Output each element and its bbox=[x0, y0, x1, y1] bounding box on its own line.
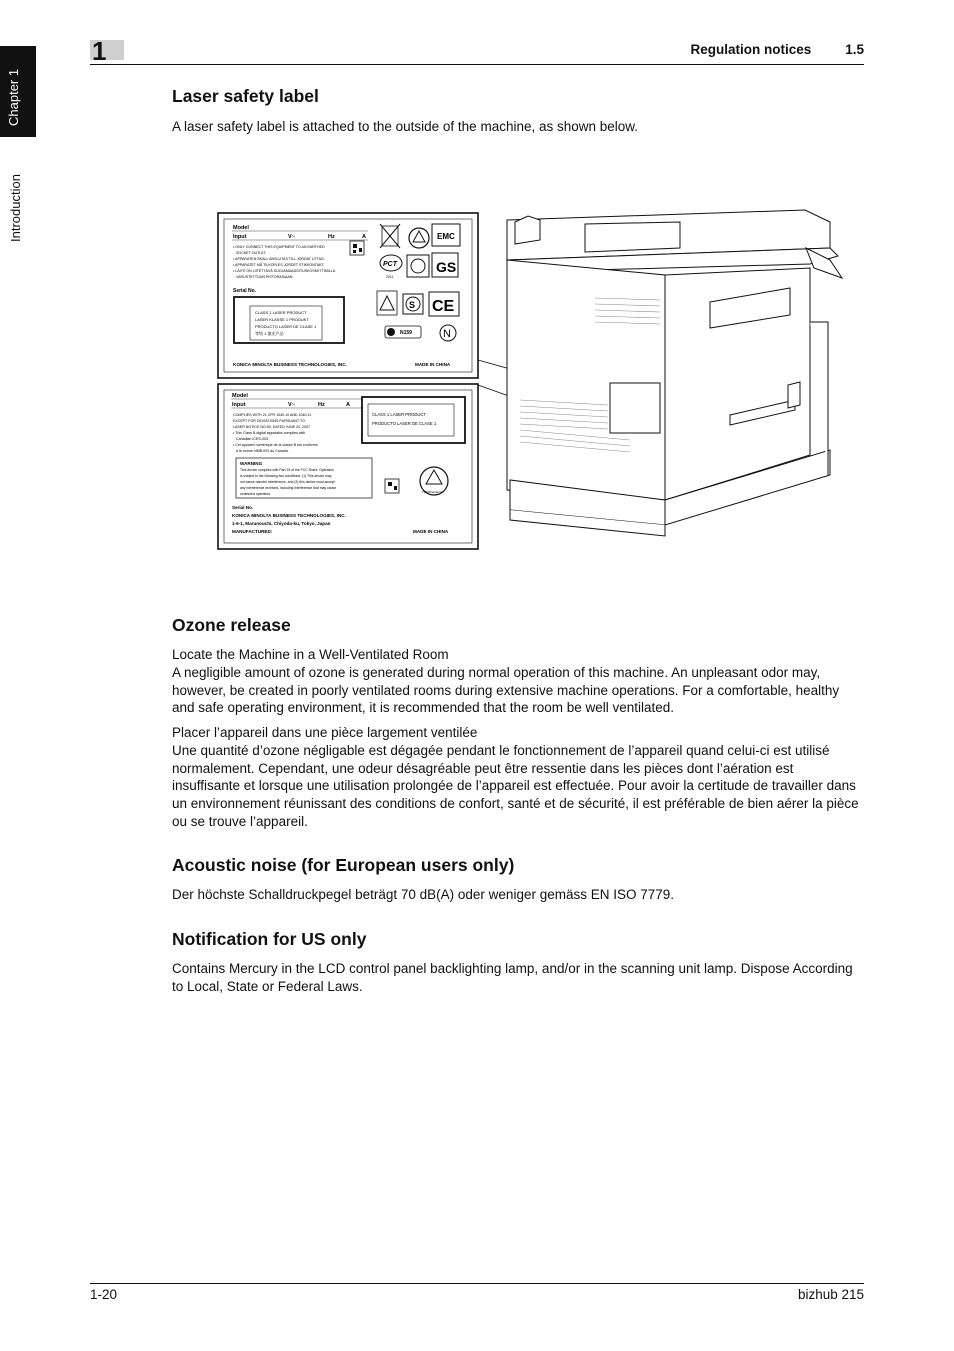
running-header bbox=[690, 42, 864, 57]
top-label-model: Model bbox=[233, 225, 249, 231]
top-label-input: Input bbox=[233, 234, 247, 240]
bottom-label-address: 1-6-1, Marunouchi, Chiyoda-ku, Tokyo, Japan bbox=[232, 521, 331, 526]
svg-text:PCT: PCT bbox=[383, 261, 397, 268]
svg-text:PRODUCTO LASER DE CLASE 1: PRODUCTO LASER DE CLASE 1 bbox=[372, 421, 437, 426]
section-number: 1.5 bbox=[845, 42, 864, 57]
svg-text:SOCKET OUTLET.: SOCKET OUTLET. bbox=[236, 251, 267, 255]
top-label-amps: A bbox=[362, 234, 366, 240]
top-label-panel bbox=[218, 213, 478, 378]
product-name: bizhub 215 bbox=[797, 1287, 864, 1302]
header-rule bbox=[90, 64, 864, 65]
heading-us-notification: Notification for US only bbox=[172, 929, 367, 949]
footer-rule bbox=[90, 1283, 864, 1284]
svg-text:EMC: EMC bbox=[437, 232, 455, 241]
page-number: 1-20 bbox=[90, 1287, 118, 1302]
top-label-made-in: MADE IN CHINA bbox=[415, 362, 451, 367]
svg-text:TÜVRheinland: TÜVRheinland bbox=[422, 490, 442, 494]
svg-text:COMPLIES WITH 21 CFR 1040.10 A: COMPLIES WITH 21 CFR 1040.10 AND 1040.11 bbox=[233, 413, 312, 417]
machine-and-labels-illustration bbox=[210, 200, 850, 560]
printer-machine-drawing bbox=[507, 210, 842, 536]
chapter-tab bbox=[0, 46, 36, 137]
ozone-fr-title: Placer l’appareil dans une pièce largement ventilée bbox=[172, 725, 478, 740]
svg-text:• APPARATEN SKALL ANSLUTAS TIL: • APPARATEN SKALL ANSLUTAS TILL JORDAT UTTAG. bbox=[233, 257, 325, 261]
bottom-label-serial: Serial No. bbox=[232, 505, 254, 510]
bottom-label-made-in: MADE IN CHINA bbox=[413, 529, 449, 534]
svg-text:LASER NOTICE NO.50, DATED JUNE: LASER NOTICE NO.50, DATED JUNE 24, 2007 bbox=[233, 425, 311, 429]
heading-laser-safety: Laser safety label bbox=[172, 86, 319, 106]
heading-acoustic-noise: Acoustic noise (for European users only) bbox=[172, 855, 515, 875]
svg-text:CE: CE bbox=[432, 298, 455, 315]
bottom-label-panel bbox=[218, 384, 478, 549]
acoustic-noise-text: Der höchste Schalldruckpegel beträgt 70 dB(A) oder weniger gemäss EN ISO 7779. bbox=[172, 887, 675, 902]
us-notification-text: Contains Mercury in the LCD control panel backlighting lamp, and/or in the scanning unit lamp. Dispose According to Local, State or Federal Laws. bbox=[172, 961, 853, 994]
bottom-label-model: Model bbox=[232, 393, 248, 399]
svg-text:This device complies with Part: This device complies with Part 15 of the FCC Rules. Operation bbox=[240, 468, 335, 472]
svg-text:LASER KLASSE 1 PRODUKT: LASER KLASSE 1 PRODUKT bbox=[255, 317, 309, 322]
svg-text:CLASS 1 LASER PRODUCT: CLASS 1 LASER PRODUCT bbox=[255, 310, 307, 315]
bottom-label-hz: Hz bbox=[318, 402, 325, 408]
svg-text:N159: N159 bbox=[400, 330, 412, 336]
svg-text:VARUSTETTUUN PISTORASIAAN.: VARUSTETTUUN PISTORASIAAN. bbox=[236, 275, 294, 279]
chapter-number: 1 bbox=[92, 36, 107, 66]
svg-text:S: S bbox=[409, 300, 416, 310]
ozone-en-body: A negligible amount of ozone is generated during normal operation of this machine. An unpleasant odor may, however, be created in poorly ventilated rooms during extensive machine operations. For a comfortable, healthy and safe operating environment, it is recommended that the room be well ventilated. bbox=[172, 665, 840, 716]
ozone-en-title: Locate the Machine in a Well-Ventilated Room bbox=[172, 647, 449, 662]
top-label-manufacturer: KONICA MINOLTA BUSINESS TECHNOLOGIES, INC. bbox=[233, 362, 347, 367]
svg-text:N: N bbox=[443, 328, 451, 340]
bottom-label-input: Input bbox=[232, 402, 246, 408]
section-tab-label: Introduction bbox=[8, 174, 23, 242]
svg-text:• APPARATET MÅ TILKOPLES JORDE: • APPARATET MÅ TILKOPLES JORDET STIKKONTAKT. bbox=[233, 263, 325, 267]
svg-text:等级 1 激光产品: 等级 1 激光产品 bbox=[255, 331, 284, 336]
bottom-label-manufactured: MANUFACTURED: bbox=[232, 529, 273, 534]
heading-ozone-release: Ozone release bbox=[172, 615, 291, 635]
svg-text:EXCEPT FOR DEVIATIONS PURSUANT: EXCEPT FOR DEVIATIONS PURSUANT TO bbox=[233, 419, 305, 423]
svg-text:• ONLY CONNECT THIS EQUIPMENT: • ONLY CONNECT THIS EQUIPMENT TO AN EARTHED bbox=[233, 245, 325, 249]
svg-text:is subject to the following tw: is subject to the following two conditions: (1) This device may bbox=[240, 474, 332, 478]
svg-text:Canadian ICES-003.: Canadian ICES-003. bbox=[236, 437, 269, 441]
laser-intro-text: A laser safety label is attached to the outside of the machine, as shown below. bbox=[172, 119, 639, 134]
laser-label-figure bbox=[210, 200, 850, 560]
svg-text:• Cet appareil numérique de la: • Cet appareil numérique de la classe B est conforme bbox=[233, 443, 318, 447]
svg-text:undesired operation.: undesired operation. bbox=[240, 492, 271, 496]
bottom-label-manufacturer: KONICA MINOLTA BUSINESS TECHNOLOGIES, INC. bbox=[232, 513, 346, 518]
top-label-serial: Serial No. bbox=[233, 288, 257, 294]
svg-text:à la norme NMB-003 du Canada.: à la norme NMB-003 du Canada. bbox=[236, 449, 289, 453]
svg-text:• This Class B digital apparat: • This Class B digital apparatus complies with bbox=[233, 431, 306, 435]
section-title: Regulation notices bbox=[690, 42, 812, 57]
svg-text:CLASS 1 LASER PRODUCT: CLASS 1 LASER PRODUCT bbox=[372, 412, 426, 417]
ozone-fr-body: Une quantité d’ozone négligable est dégagée pendant le fonctionnement de l’appareil quand celui-ci est utilisé normalement. Cependant, une odeur désagréable peut être ressentie dans les pièces dont l’aération est insuffisante et lorsque une utilisation prolongée de l’appareil est effectuée. Pour avoir la certitude de travailler dans un environnement réunissant des conditions de confort, santé et de sécurité, il est préférable de bien aérer la pièce ou se trouve l’appareil. bbox=[172, 743, 859, 829]
svg-text:• LAITE ON LIITETTÄVÄ SUOJAMAA: • LAITE ON LIITETTÄVÄ SUOJAMAADOITUSKOSKETTIMILLA bbox=[233, 269, 336, 273]
top-label-hz: Hz bbox=[328, 234, 335, 240]
bottom-label-volts: V~ bbox=[288, 402, 295, 408]
svg-text:any interference received, inc: any interference received, including interference that may cause bbox=[240, 486, 337, 490]
chapter-tab-label: Chapter 1 bbox=[6, 68, 21, 126]
svg-text:PRODUCTO LASER DE CLASE 1: PRODUCTO LASER DE CLASE 1 bbox=[255, 324, 317, 329]
bottom-label-amps: A bbox=[346, 402, 350, 408]
top-label-volts: V~ bbox=[288, 234, 295, 240]
fcc-warning-title: WARNING bbox=[240, 461, 263, 466]
svg-text:not cause harmful interference: not cause harmful interference, and (2) this device must accept bbox=[240, 480, 335, 484]
svg-text:GS: GS bbox=[436, 259, 457, 275]
svg-text:2011: 2011 bbox=[386, 275, 394, 279]
